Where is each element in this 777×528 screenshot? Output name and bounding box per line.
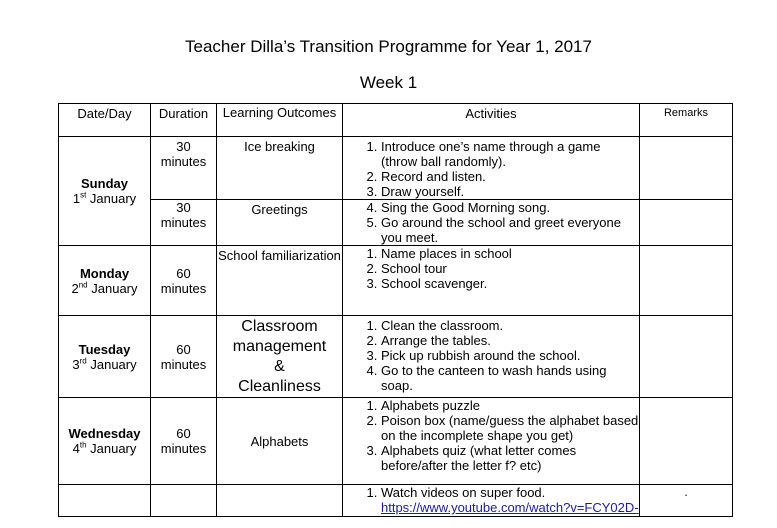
activities-list	[343, 200, 639, 245]
list-item: 2. Record and listen.	[381, 169, 639, 184]
date-suffix: st	[80, 190, 87, 200]
day-cell-tuesday	[59, 316, 151, 398]
outcome-text: Greetings	[251, 202, 308, 217]
activities-list	[343, 318, 639, 393]
date-suffix: rd	[79, 356, 87, 366]
duration-unit: minutes	[160, 280, 207, 296]
duration-cell	[151, 398, 217, 485]
programme-table	[58, 103, 733, 517]
remarks-cell	[640, 246, 733, 316]
duration-number: 60	[176, 341, 191, 357]
date-number: 2	[71, 280, 79, 296]
activities-cell	[343, 398, 640, 485]
date-number: 4	[72, 441, 80, 456]
header-duration: Duration	[151, 104, 217, 137]
date-month: January	[90, 441, 137, 456]
activities-list	[343, 246, 639, 291]
duration-cell	[151, 485, 217, 517]
activities-list	[343, 139, 639, 199]
duration-cell	[151, 137, 217, 200]
week-heading: Week 1	[359, 73, 418, 92]
list-item: 3. Draw yourself.	[381, 184, 639, 199]
activities-cell	[343, 316, 640, 398]
outcome-text: School familiarization	[218, 248, 341, 263]
video-link[interactable]: https://www.youtube.com/watch?v=FCY02D-	[381, 500, 639, 515]
day-name: Sunday	[81, 176, 128, 191]
duration-number: 60	[176, 426, 191, 441]
header-learning-outcomes: Learning Outcomes	[217, 104, 343, 137]
activities-cell	[343, 246, 640, 316]
remarks-cell	[640, 398, 733, 485]
outcome-line: &	[274, 357, 285, 375]
date-number: 3	[72, 356, 80, 372]
video-activity-text: Watch videos on super food.	[381, 485, 546, 500]
duration-cell	[151, 200, 217, 246]
date-month: January	[91, 280, 138, 296]
table-row	[59, 200, 733, 246]
list-item: 2. School tour	[381, 261, 639, 276]
remarks-cell	[640, 485, 733, 517]
duration-unit: minutes	[160, 215, 207, 230]
duration-number: 30	[176, 139, 191, 154]
duration-unit: minutes	[160, 356, 207, 372]
duration-unit: minutes	[160, 154, 207, 169]
table-row	[59, 398, 733, 485]
document-title: Teacher Dilla’s Transition Programme for Year 1, 2017	[185, 37, 592, 56]
outcome-text: Ice breaking	[244, 139, 315, 154]
header-date-day: Date/Day	[59, 104, 151, 137]
outcome-line: Cleanliness	[238, 377, 321, 395]
day-name: Monday	[79, 265, 130, 281]
date-number: 1	[72, 191, 81, 206]
outcome-cell	[217, 316, 343, 398]
remarks-cell	[640, 316, 733, 398]
activities-cell	[343, 200, 640, 246]
outcome-cell	[217, 200, 343, 246]
outcome-line: management	[232, 337, 327, 355]
duration-number: 60	[176, 265, 191, 281]
date-suffix: th	[79, 440, 87, 450]
list-item: 2. Poison box (name/guess the alphabet based on the incomplete shape you get)	[381, 413, 639, 443]
remarks-cell	[640, 137, 733, 200]
day-name: Tuesday	[78, 341, 131, 357]
duration-cell	[151, 246, 217, 316]
date-month: January	[90, 356, 137, 372]
day-name: Wednesday	[68, 426, 141, 441]
duration-unit: minutes	[160, 441, 207, 456]
outcome-cell	[217, 398, 343, 485]
day-cell-wednesday	[59, 398, 151, 485]
header-row	[59, 104, 733, 137]
list-item: 3. Alphabets quiz (what letter comes before/after the letter f? etc)	[381, 443, 639, 473]
list-item: 1. Alphabets puzzle	[381, 398, 639, 413]
date-month: January	[89, 191, 137, 206]
outcome-cell	[217, 246, 343, 316]
table-row	[59, 246, 733, 316]
list-item: 4. Sing the Good Morning song.	[381, 200, 639, 215]
list-item	[381, 485, 639, 515]
list-item: 1. Name places in school	[381, 246, 639, 261]
list-item: 1. Clean the classroom.	[381, 318, 639, 333]
table-row	[59, 316, 733, 398]
day-cell-empty	[59, 485, 151, 517]
outcome-cell	[217, 137, 343, 200]
activities-cell	[343, 137, 640, 200]
list-item: 2. Arrange the tables.	[381, 333, 639, 348]
list-item: 5. Go around the school and greet everyone you meet.	[381, 215, 639, 245]
table-row	[59, 485, 733, 517]
list-item: 3. School scavenger.	[381, 276, 639, 291]
date-suffix: nd	[78, 280, 88, 290]
table-row	[59, 137, 733, 200]
header-activities: Activities	[343, 104, 640, 137]
list-item: 3. Pick up rubbish around the school.	[381, 348, 639, 363]
activities-cell	[343, 485, 640, 517]
remark-mark: .	[684, 485, 688, 499]
activities-list	[343, 398, 639, 473]
duration-cell	[151, 316, 217, 398]
outcome-cell	[217, 485, 343, 517]
activities-list	[343, 485, 639, 515]
outcome-line: Classroom	[241, 317, 318, 335]
duration-number: 30	[176, 200, 191, 215]
list-item: 4. Go to the canteen to wash hands using soap.	[381, 363, 639, 393]
outcome-text: Alphabets	[250, 433, 309, 449]
remarks-cell	[640, 200, 733, 246]
day-cell-monday	[59, 246, 151, 316]
header-remarks: Remarks	[640, 104, 733, 137]
list-item: 1. Introduce one’s name through a game (throw ball randomly).	[381, 139, 639, 169]
day-cell-sunday	[59, 137, 151, 246]
